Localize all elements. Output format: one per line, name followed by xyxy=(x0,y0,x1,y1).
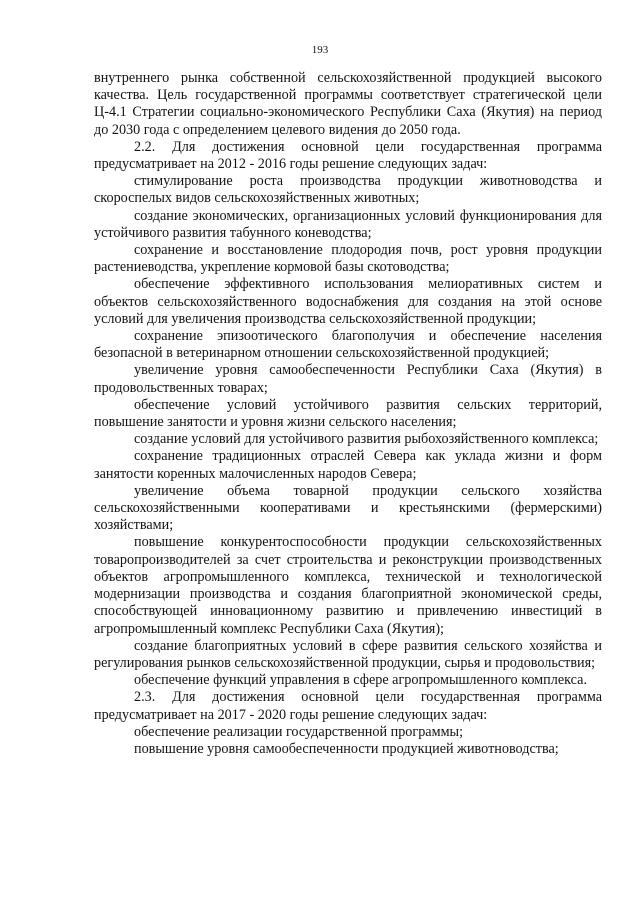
task-item: обеспечение эффективного использования мелиоративных систем и объектов сельскохозяйственного водоснабжения для создания на этой основе условий для увеличения производства сельскохозяйственной продукции; xyxy=(94,276,602,327)
task-item: сохранение и восстановление плодородия почв, рост уровня продукции растениеводства, укрепление кормовой базы скотоводства; xyxy=(94,242,602,276)
task-item: сохранение эпизоотического благополучия и обеспечение населения безопасной в ветеринарном отношении сельскохозяйственной продукцией; xyxy=(94,328,602,362)
task-item: обеспечение реализации государственной программы; xyxy=(134,723,464,740)
task-item: увеличение уровня самообеспеченности Республики Саха (Якутия) в продовольственных товарах; xyxy=(94,362,602,396)
document-body xyxy=(94,70,602,758)
task-item: увеличение объема товарной продукции сельского хозяйства сельскохозяйственными кооперативами и крестьянскими (фермерскими) хозяйствами; xyxy=(94,482,602,534)
task-item: обеспечение условий устойчивого развития сельских территорий, повышение занятости и уровня жизни сельского населения; xyxy=(94,396,602,431)
task-item: обеспечение функций управления в сфере агропромышленного комплекса. xyxy=(134,672,587,689)
page-number: 193 xyxy=(311,44,329,56)
task-item: стимулирование роста производства продукции животноводства и скороспелых видов сельскохозяйственных животных; xyxy=(94,173,602,207)
task-item: сохранение традиционных отраслей Севера как уклада жизни и форм занятости коренных малочисленных народов Севера; xyxy=(94,448,602,482)
paragraph-continuation: внутреннего рынка собственной сельскохозяйственной продукцией высокого качества. Цель государственной программы соответствует стратегической цели Ц-4.1 Стратегии социально-экономического Республики Саха (Якутия) на период до 2030 года с определением целевого видения до 2050 года. xyxy=(94,70,602,138)
task-item: создание условий для устойчивого развития рыбохозяйственного комплекса; xyxy=(134,431,599,448)
paragraph-section-2-3: 2.3. Для достижения основной цели государственная программа предусматривает на 2017 - 2020 годы решение следующих задач: xyxy=(94,689,602,723)
paragraph-section-2-2: 2.2. Для достижения основной цели государственная программа предусматривает на 2012 - 2016 годы решение следующих задач: xyxy=(94,138,602,173)
task-item: создание экономических, организационных условий функционирования для устойчивого развития табунного коневодства; xyxy=(94,207,602,241)
task-item: создание благоприятных условий в сфере развития сельского хозяйства и регулирования рынков сельскохозяйственной продукции, сырья и продовольствия; xyxy=(94,637,602,671)
task-item: повышение конкурентоспособности продукции сельскохозяйственных товаропроизводителей за счет строительства и реконструкции производственных объектов агропромышленного комплекса, технической и технологической модернизации производства и создания благоприятной экономической среды, способствующей инновационному развитию и привлечению инвестиций в агропромышленный комплекс Республики Саха (Якутия); xyxy=(94,534,602,637)
task-item: повышение уровня самообеспеченности продукцией животноводства; xyxy=(134,740,559,757)
